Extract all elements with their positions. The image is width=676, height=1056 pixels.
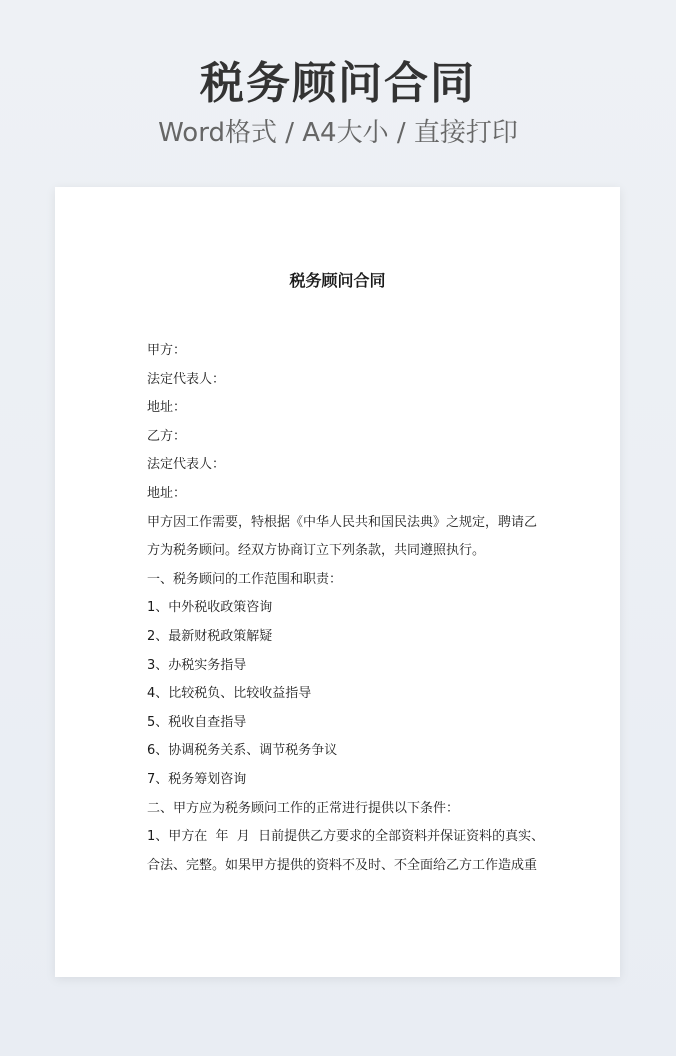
- paragraph-line: 甲方因工作需要，特根据《中华人民共和国民法典》之规定，聘请乙: [147, 514, 538, 530]
- list-item: 3、办税实务指导: [147, 657, 247, 673]
- paragraph-line: 方为税务顾问。经双方协商订立下列条款，共同遵照执行。: [147, 543, 486, 559]
- page-subtitle: Word格式 / A4大小 / 直接打印: [158, 118, 518, 148]
- list-item: 2、最新财税政策解疑: [147, 628, 273, 644]
- document-page: [55, 187, 620, 977]
- list-item: 6、协调税务关系、调节税务争议: [147, 743, 338, 759]
- list-item: 1、中外税收政策咨询: [147, 600, 273, 616]
- party-a-line: 甲方：: [147, 343, 187, 358]
- party-b-representative-line: 法定代表人：: [147, 457, 226, 473]
- party-a-representative-line: 法定代表人：: [147, 371, 226, 387]
- section-heading: 二、甲方应为税务顾问工作的正常进行提供以下条件：: [147, 800, 460, 816]
- list-item: 4、比较税负、比较收益指导: [147, 686, 312, 702]
- page-title: 税务顾问合同: [200, 58, 476, 109]
- party-b-line: 乙方：: [147, 428, 187, 444]
- document-body: [147, 337, 547, 880]
- paragraph-line: 合法、完整。如果甲方提供的资料不及时、不全面给乙方工作造成重: [147, 857, 538, 873]
- paragraph-line: 1、甲方在 年 月 日前提供乙方要求的全部资料并保证资料的真实、: [147, 829, 545, 845]
- document-title: 税务顾问合同: [289, 271, 386, 290]
- party-a-address-line: 地址：: [147, 400, 187, 416]
- list-item: 5、税收自查指导: [147, 714, 247, 730]
- list-item: 7、税务筹划咨询: [147, 771, 247, 787]
- party-b-address-line: 地址：: [147, 485, 187, 501]
- section-heading: 一、税务顾问的工作范围和职责：: [147, 571, 343, 587]
